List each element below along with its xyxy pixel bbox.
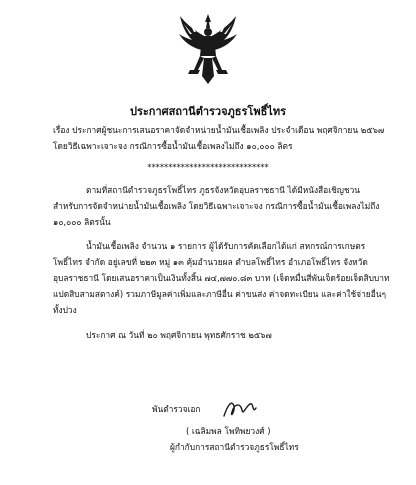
paragraph-2-line-4: แปดสิบสามสตางค์) รวมภาษีมูลค่าเพิ่มและภาษีอื่น ค่าขนส่ง ค่าจดทะเบียน และค่าใช้จ่ายอื่นๆ [53, 289, 386, 299]
paragraph-1-line-2: สำหรับการจัดจำหน่ายน้ำมันเชื้อเพลิง โดยวิธีเฉพาะเจาะจง กรณีการซื้อน้ำมันเชื้อเพลงไม่ถึง [53, 201, 380, 211]
subject-line-1: เรื่อง ประกาศผู้ชนะการเสนอราคาจัดจำหน่ายน้ำมันเชื้อเพลิง ประจำเดือน พฤศจิกายน ๒๕๖๗ [53, 125, 385, 135]
paragraph-2-line-5: ทั้งปวง [53, 305, 77, 315]
signer-name: ( เฉลิมพล โพทิพยวงศ์ ) [186, 426, 271, 436]
separator: ***************************** [147, 162, 269, 172]
signer-position: ผู้กำกับการสถานีตำรวจภูธรโพธิ์ไทร [170, 442, 299, 452]
garuda-emblem-icon [178, 12, 238, 88]
page-title: ประกาศสถานีตำรวจภูธรโพธิ์ไทร [130, 105, 286, 118]
paragraph-1-line-3: ๑๐,๐๐๐ ลิตรนั้น [53, 217, 111, 227]
paragraph-2-line-3: อุบลราชธานี โดยเสนอราคาเป็นเงินทั้งสิ้น ๗๔,๗๗๐.๘๓ บาท (เจ็ดหมื่นสี่พันเจ็ดร้อยเจ็ดสิบบาท [53, 273, 390, 283]
subject-line-2: โดยวิธีเฉพาะเจาะจง กรณีการซื้อน้ำมันเชื้อเพลงไม่ถึง ๑๐,๐๐๐ ลิตร [53, 141, 293, 151]
signer-rank: พันตำรวจเอก [152, 404, 201, 414]
handwritten-signature [220, 396, 260, 422]
announcement-date: ประกาศ ณ วันที่ ๒๐ พฤศจิกายน พุทธศักราช ๒๕๖๗ [86, 330, 272, 340]
paragraph-2-line-1: น้ำมันเชื้อเพลิง จำนวน ๑ รายการ ผู้ได้รับการคัดเลือกได้แก่ สหกรณ์การเกษตร [86, 241, 366, 251]
paragraph-1-line-1: ตามที่สถานีตำรวจภูธรโพธิ์ไทร ภูธรจังหวัดอุบลราชธานี ได้มีหนังสือเชิญชวน [86, 185, 360, 195]
paragraph-2-line-2: โพธิ์ไทร จำกัด อยู่เลขที่ ๒๒๓ หมู่ ๑๓ คุ้มอำนวยผล ตำบลโพธิ์ไทร อำเภอโพธิ์ไทร จังหวัด [53, 257, 368, 267]
